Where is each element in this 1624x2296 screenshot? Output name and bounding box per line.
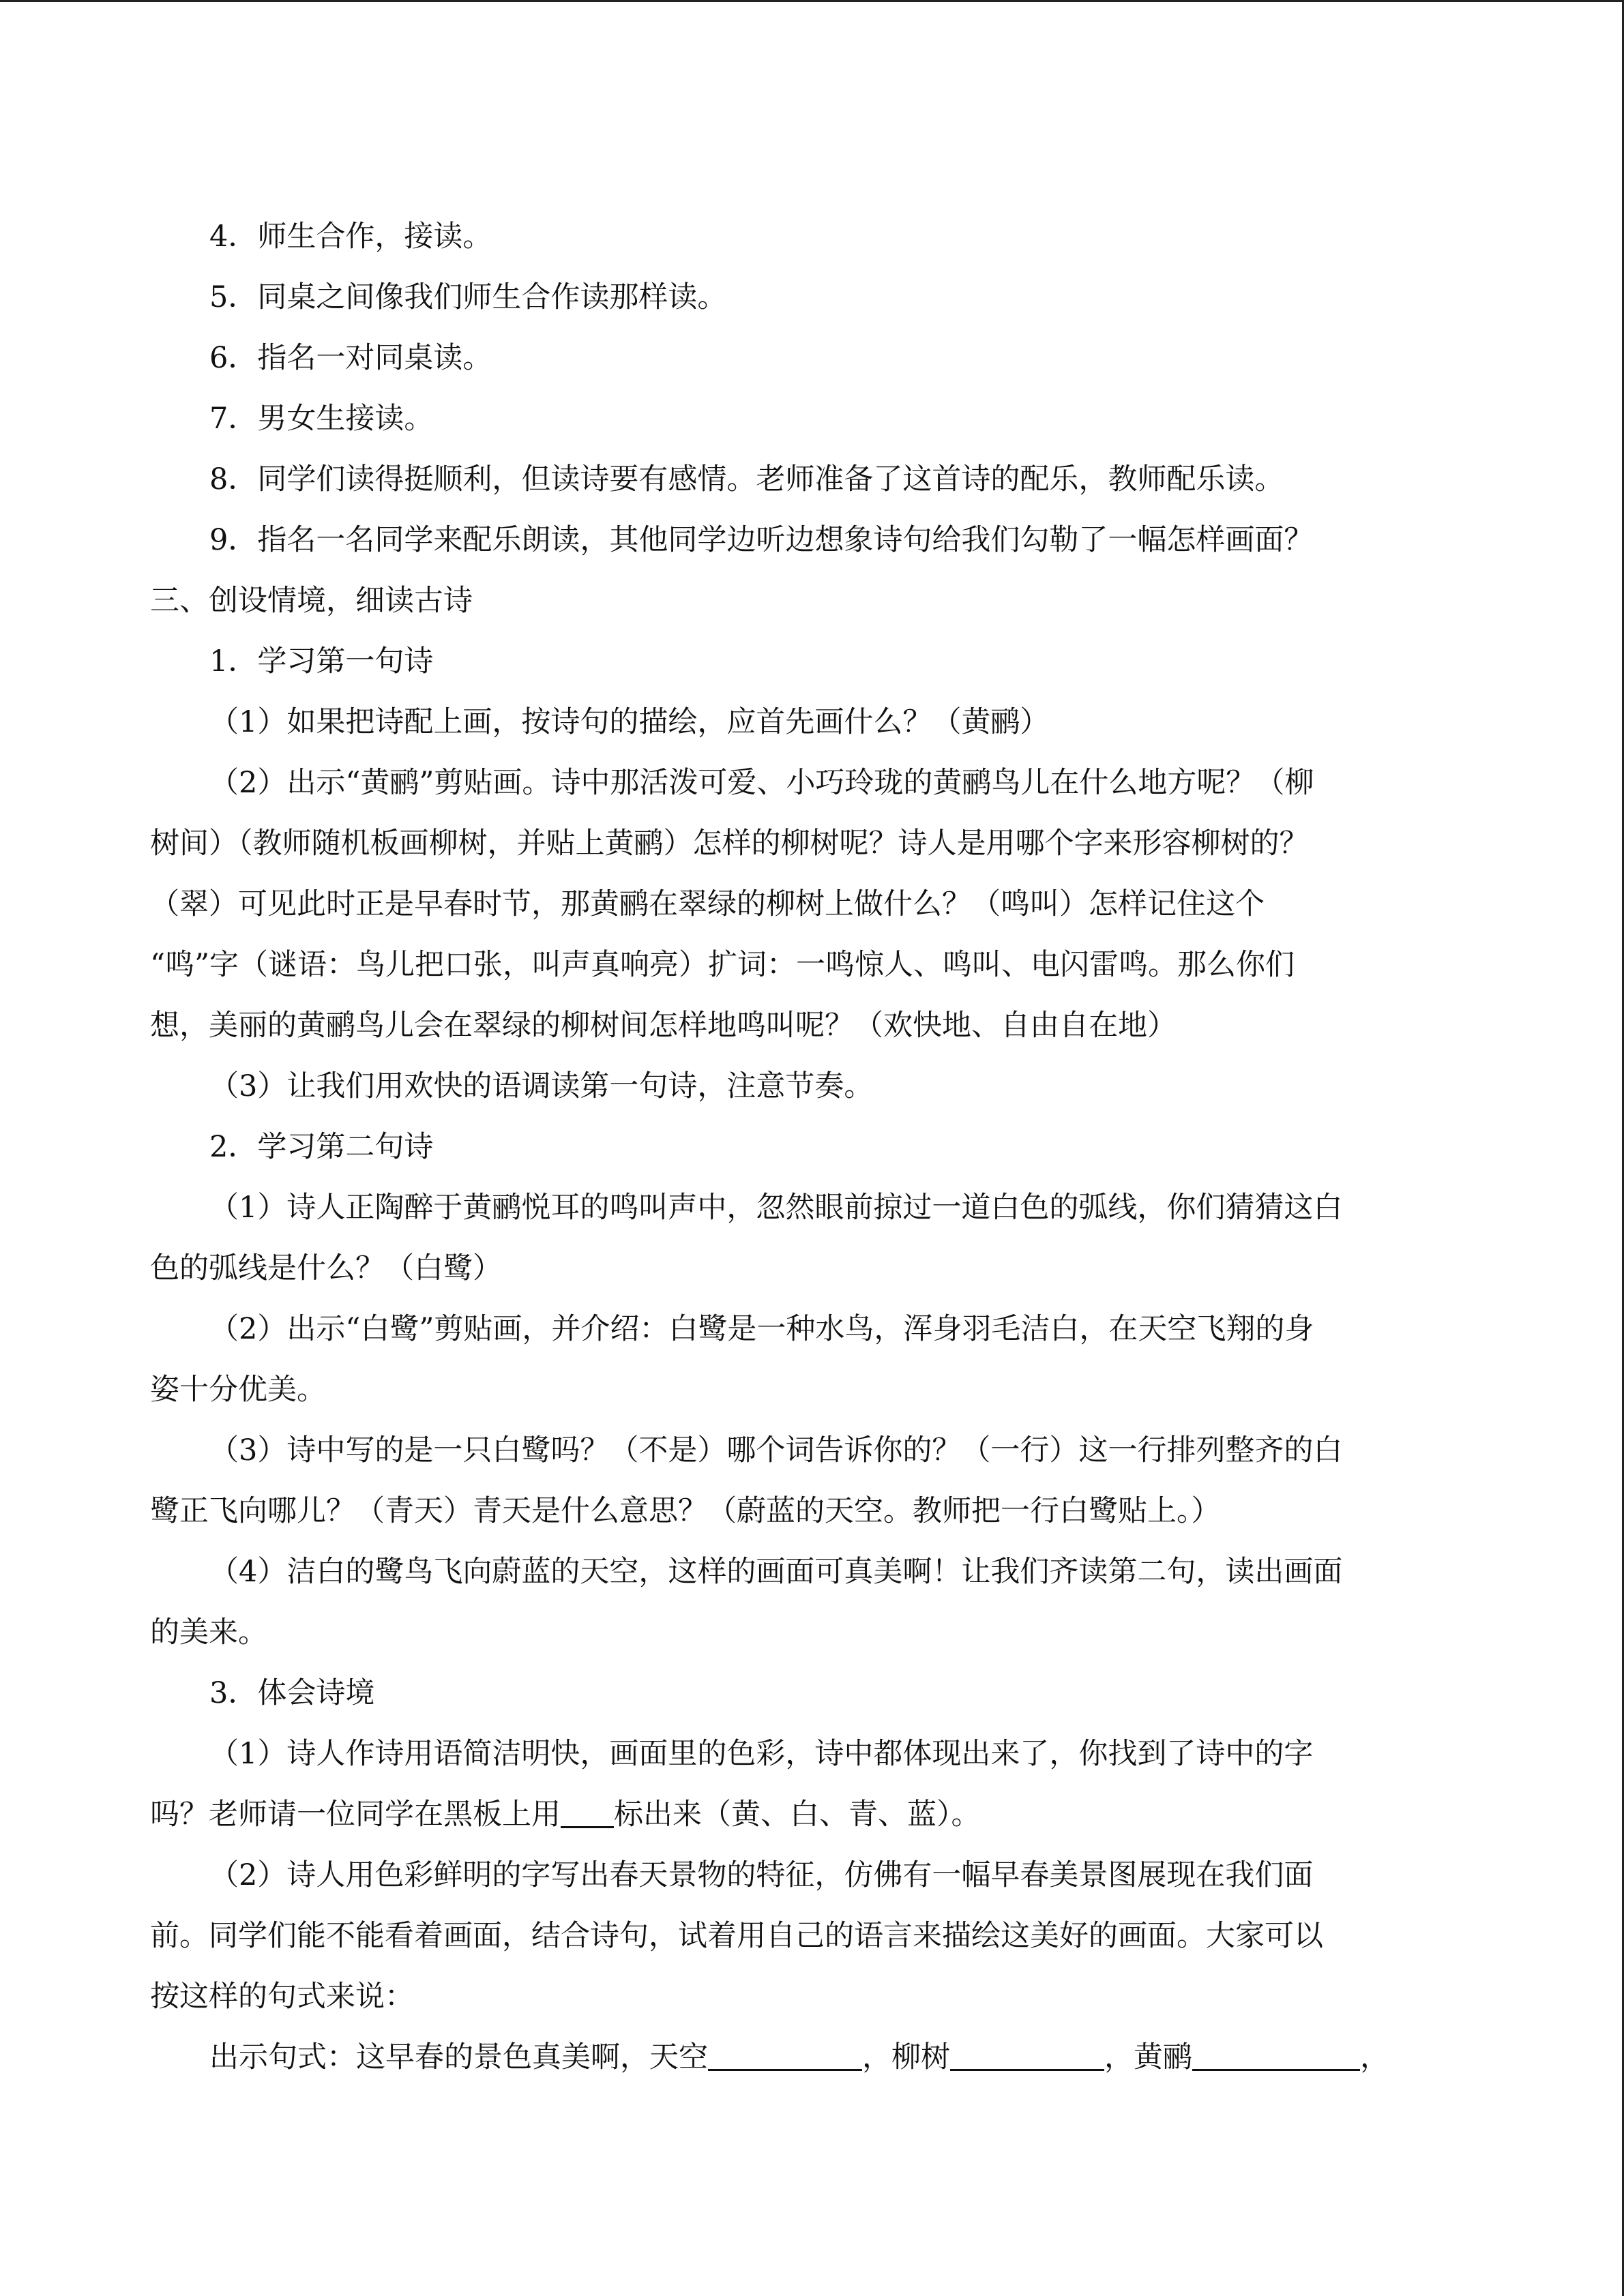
paragraph-line: （1）如果把诗配上画，按诗句的描绘，应首先画什么？（黄鹂）	[209, 705, 1050, 739]
paragraph-line: 前。同学们能不能看着画面，结合诗句，试着用自己的语言来描绘这美好的画面。大家可以	[150, 1919, 1323, 1953]
fill-in-blank	[1192, 2038, 1360, 2071]
paragraph-line: （1）诗人正陶醉于黄鹂悦耳的鸣叫声中，忽然眼前掠过一道白色的弧线，你们猜猜这白	[209, 1191, 1343, 1225]
list-item-5: 5．同桌之间像我们师生合作读那样读。	[209, 280, 727, 314]
paragraph-line: 树间）（教师随机板画柳树，并贴上黄鹂）怎样的柳树呢？诗人是用哪个字来形容柳树的？	[150, 826, 1309, 861]
paragraph-line: （3）诗中写的是一只白鹭吗？（不是）哪个词告诉你的？（一行）这一行排列整齐的白	[209, 1433, 1343, 1467]
paragraph-line: “鸣”字（谜语：鸟儿把口张，叫声真响亮）扩词：一鸣惊人、鸣叫、电闪雷鸣。那么你们	[150, 948, 1295, 982]
paragraph-line: （2）出示“黄鹂”剪贴画。诗中那活泼可爱、小巧玲珑的黄鹂鸟儿在什么地方呢？（柳	[209, 766, 1314, 800]
paragraph-line: （2）出示“白鹭”剪贴画，并介绍：白鹭是一种水鸟，浑身羽毛洁白，在天空飞翔的身	[209, 1312, 1314, 1346]
paragraph-line: 想，美丽的黄鹂鸟儿会在翠绿的柳树间怎样地鸣叫呢？（欢快地、自由自在地）	[150, 1009, 1177, 1043]
paragraph-line: （1）诗人作诗用语简洁明快，画面里的色彩，诗中都体现出来了，你找到了诗中的字	[209, 1737, 1314, 1771]
sentence-pattern-line	[150, 2027, 1473, 2088]
subsection-heading-3: 3．体会诗境	[209, 1676, 375, 1710]
text-segment: ，柳树	[862, 2040, 950, 2074]
paragraph-line-with-blank	[150, 1785, 1473, 1845]
paragraph-line: （2）诗人用色彩鲜明的字写出春天景物的特征，仿佛有一幅早春美景图展现在我们面	[209, 1858, 1314, 1892]
paragraph-line: 鹭正飞向哪儿？（青天）青天是什么意思？（蔚蓝的天空。教师把一行白鹭贴上。）	[150, 1494, 1221, 1528]
text-segment: ，黄鹂	[1104, 2040, 1192, 2074]
document-body	[150, 207, 1473, 2088]
fill-in-blank	[561, 1795, 614, 1828]
paragraph-line: 色的弧线是什么？（白鹭）	[150, 1251, 502, 1285]
text-segment: 吗？老师请一位同学在黑板上用	[150, 1798, 561, 1832]
text-segment: ，	[1360, 2040, 1389, 2074]
fill-in-blank	[950, 2038, 1104, 2071]
subsection-heading-2: 2．学习第二句诗	[209, 1130, 434, 1164]
list-item-9: 9．指名一名同学来配乐朗读，其他同学边听边想象诗句给我们勾勒了一幅怎样画面？	[209, 523, 1314, 557]
text-segment: 标出来（黄、白、青、蓝）。	[614, 1798, 981, 1832]
fill-in-blank	[708, 2038, 862, 2071]
section-heading-3: 三、创设情境，细读古诗	[150, 584, 473, 618]
list-item-8: 8．同学们读得挺顺利，但读诗要有感情。老师准备了这首诗的配乐，教师配乐读。	[209, 462, 1284, 496]
list-item-4: 4．师生合作，接读。	[209, 220, 492, 254]
subsection-heading-1: 1．学习第一句诗	[209, 644, 434, 679]
paragraph-line: （翠）可见此时正是早春时节，那黄鹂在翠绿的柳树上做什么？（鸣叫）怎样记住这个	[150, 887, 1265, 921]
paragraph-line: 姿十分优美。	[150, 1373, 326, 1407]
paragraph-line: （3）让我们用欢快的语调读第一句诗，注意节奏。	[209, 1069, 874, 1103]
list-item-6: 6．指名一对同桌读。	[209, 341, 492, 375]
paragraph-line: 按这样的句式来说：	[150, 1980, 414, 2014]
paragraph-line: （4）洁白的鹭鸟飞向蔚蓝的天空，这样的画面可真美啊！让我们齐读第二句，读出画面	[209, 1555, 1343, 1589]
paragraph-line: 的美来。	[150, 1615, 267, 1650]
text-segment: 出示句式：这早春的景色真美啊，天空	[209, 2040, 708, 2074]
list-item-7: 7．男女生接读。	[209, 402, 434, 436]
